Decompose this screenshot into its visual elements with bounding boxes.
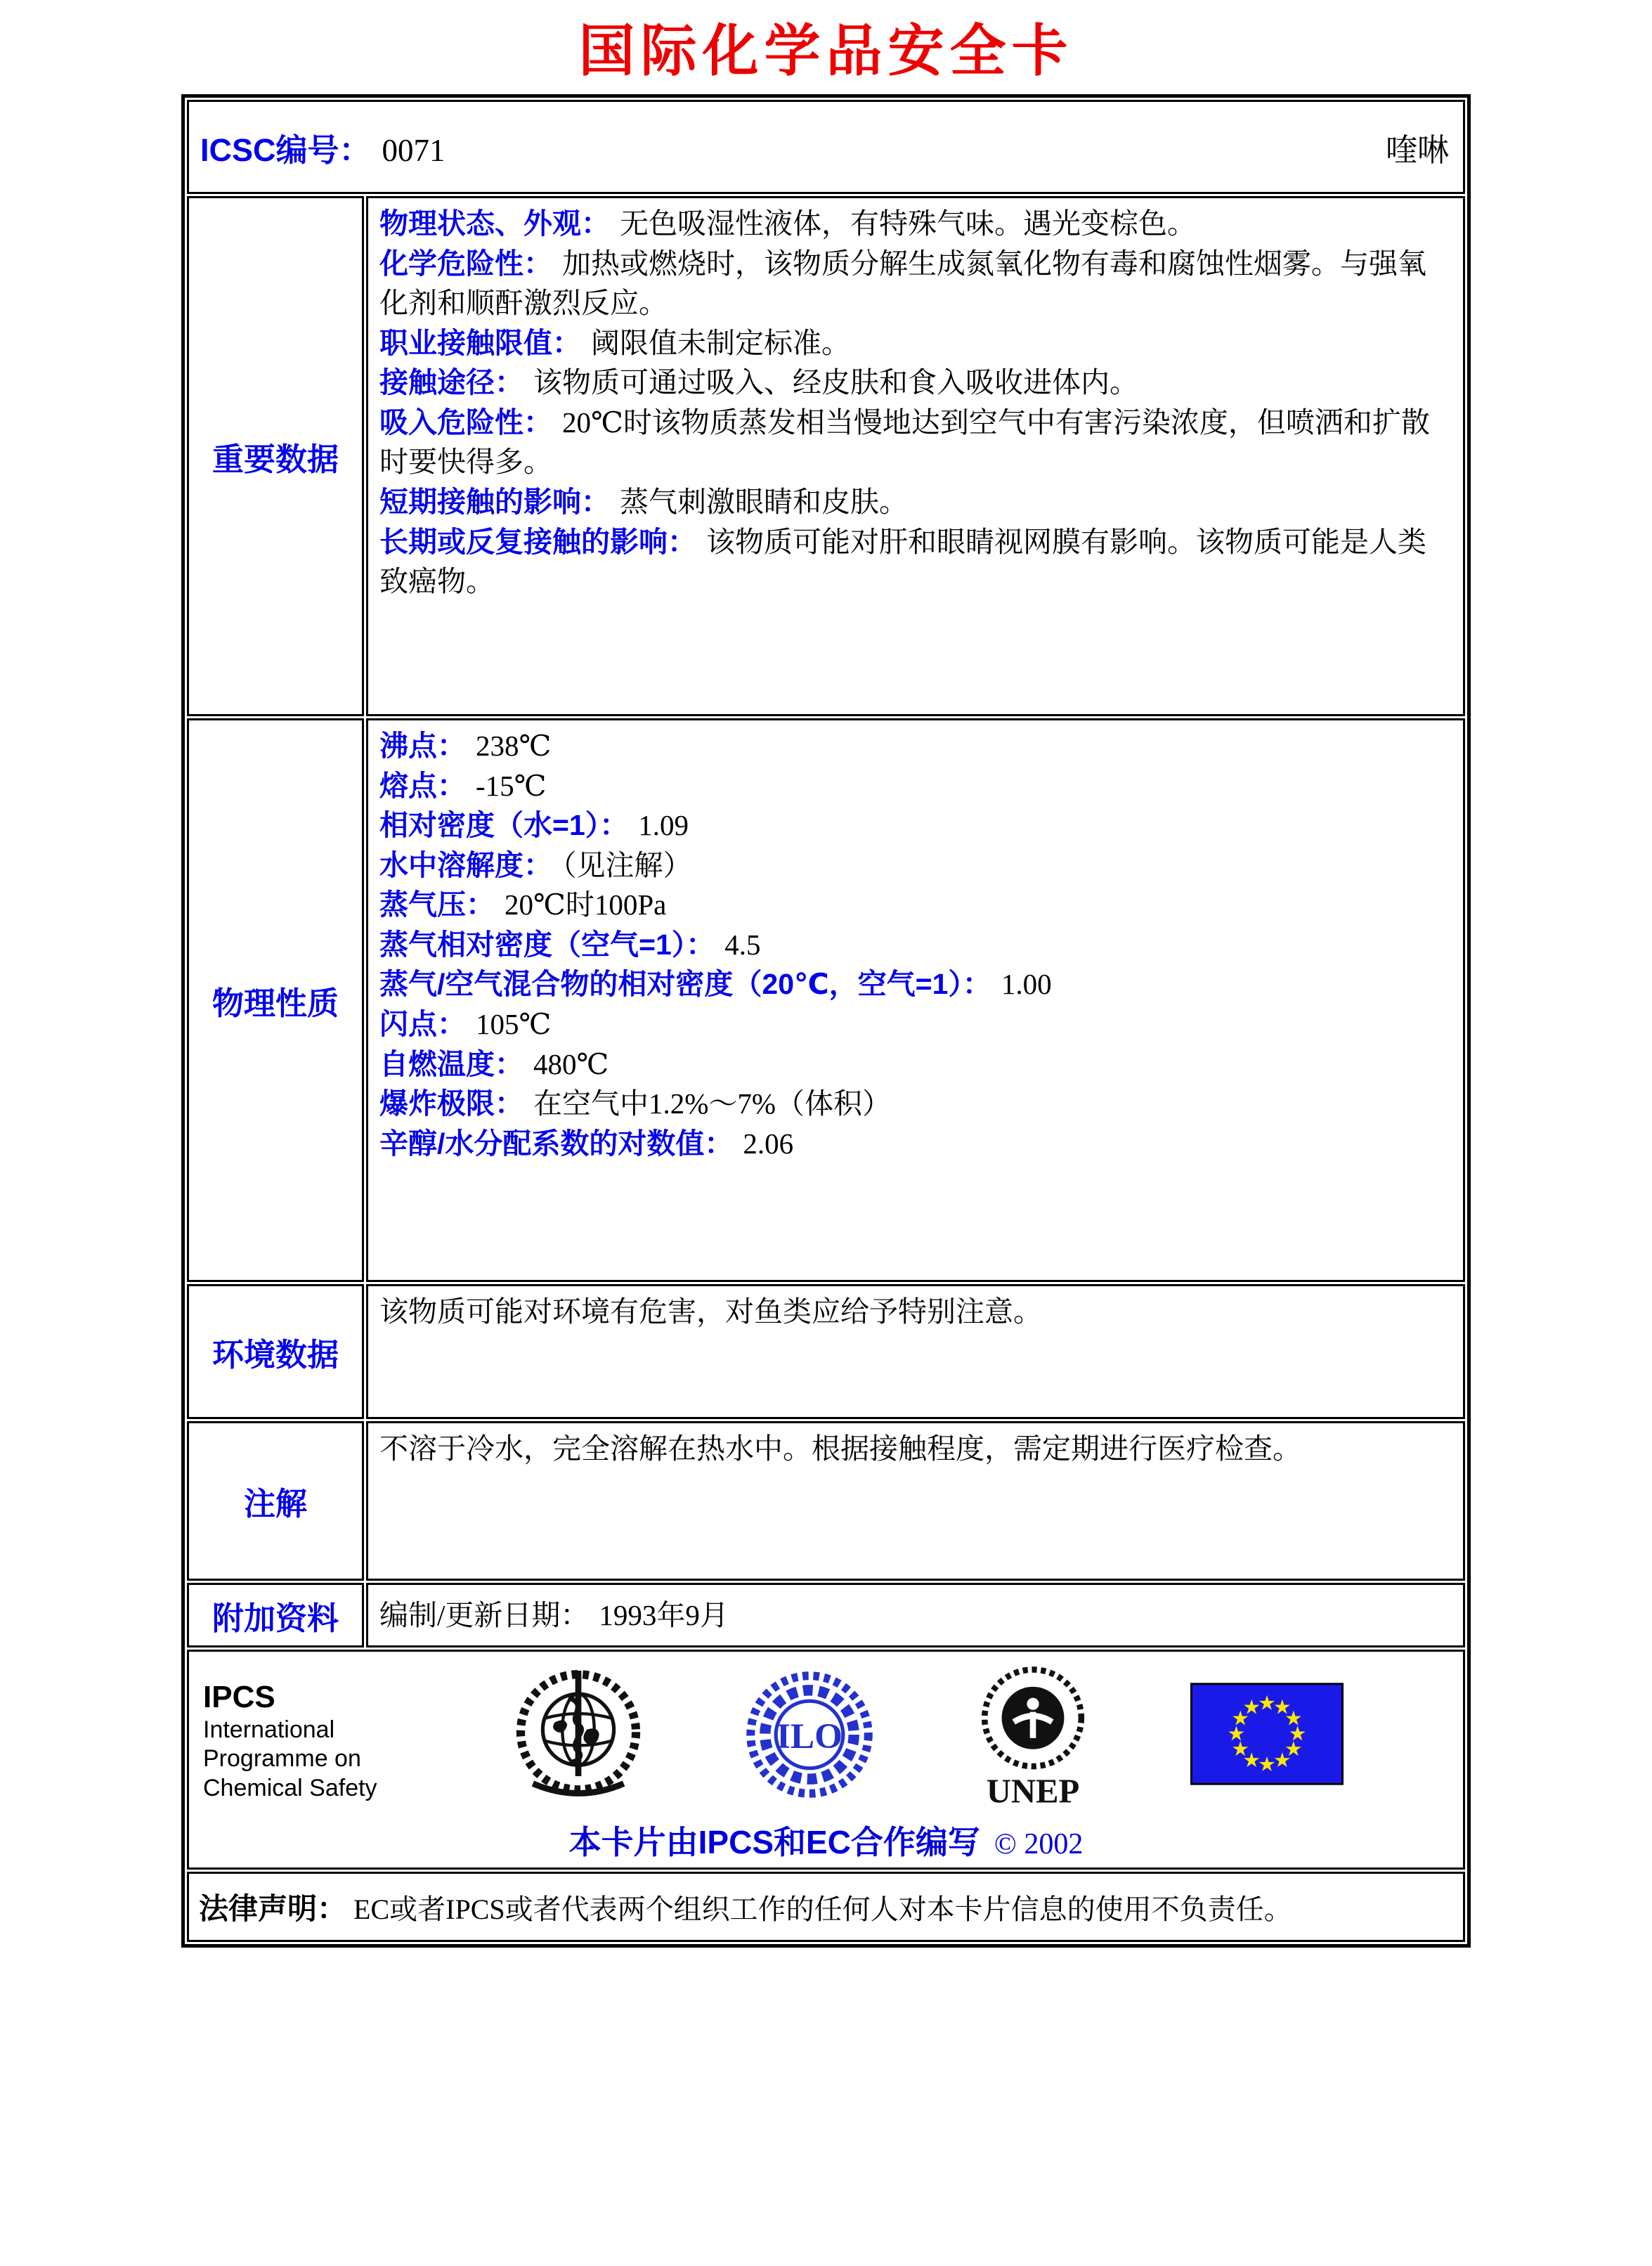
field-value: 在空气中1.2%～7%（体积） [533,1087,892,1120]
field-label: 物理状态、外观： [379,207,610,240]
field-label: 相对密度（水=1）： [379,809,629,842]
important-item-physical-state [379,204,1452,244]
logos-row [187,1650,1465,1870]
header-row [187,100,1465,194]
field-label: 蒸气相对密度（空气=1）： [379,928,715,961]
environmental-data-row [187,1284,1465,1419]
field-label: 蒸气/空气混合物的相对密度（20℃，空气=1）： [379,968,991,1001]
field-value: 1.09 [638,809,689,842]
legal-row [187,1872,1465,1942]
field-value: 480℃ [533,1047,609,1080]
field-label: 水中溶解度： [379,848,552,881]
field-value: 2.06 [743,1127,794,1160]
field-value: 该物质可能对肝和眼睛视网膜有影响。该物质可能是人类致癌物。 [379,525,1426,598]
physical-item-octanol-water-partition [379,1124,1452,1164]
physical-item-flash-point [379,1004,1452,1044]
physical-properties-label: 物理性质 [187,718,364,1282]
header-cell [187,100,1465,194]
field-label: 沸点： [379,730,466,762]
important-item-short-term-effects [379,482,1452,522]
physical-item-water-solubility [379,846,1452,886]
icsc-card-table [181,94,1471,1948]
field-value: 4.5 [724,928,761,961]
ipcs-line-3: Chemical Safety [203,1774,377,1801]
field-label: 闪点： [379,1008,466,1041]
icsc-number-label: ICSC编号： [200,131,371,168]
logos-cell [187,1650,1465,1870]
update-date-label: 编制/更新日期： [379,1598,590,1631]
important-data-label: 重要数据 [187,196,364,716]
important-item-long-term-effects [379,522,1452,602]
field-label: 辛醇/水分配系数的对数值： [379,1127,734,1160]
important-data-row [187,196,1465,716]
cooperation-caption-text: 本卡片由IPCS和EC合作编写 [568,1824,980,1860]
field-label: 职业接触限值： [379,326,581,359]
field-value: （见注解） [562,848,692,881]
field-label: 爆炸极限： [379,1087,523,1120]
ipcs-line-2: Programme on [203,1745,361,1773]
field-label: 自燃温度： [379,1047,523,1080]
field-value: 1.00 [1001,968,1052,1001]
field-value: 无色吸湿性液体，有特殊气味。遇光变棕色。 [620,207,1196,240]
update-date-value: 1993年9月 [599,1598,729,1631]
field-value: 加热或燃烧时，该物质分解生成氮氧化物有毒和腐蚀性烟雾。与强氧化剂和顺酐激烈反应。 [379,247,1426,320]
important-item-inhalation-risk [379,403,1452,482]
physical-item-boiling-point [379,726,1452,766]
important-data-content [366,196,1465,716]
field-value: 20℃时100Pa [505,888,667,921]
field-value: -15℃ [476,769,547,802]
physical-item-vapor-air-mixture-density [379,964,1452,1004]
unep-logo-icon [973,1662,1093,1813]
environmental-data-content [366,1284,1465,1419]
legal-cell [187,1872,1465,1942]
field-label: 短期接触的影响： [379,486,610,519]
physical-item-autoignition-temperature [379,1044,1452,1085]
legal-notice-text: EC或者IPCS或者代表两个组织工作的任何人对本卡片信息的使用不负责任。 [353,1893,1292,1925]
environmental-data-label: 环境数据 [187,1284,364,1419]
field-value: 该物质可通过吸入、经皮肤和食入吸收进体内。 [533,366,1138,399]
page-title: 国际化学品安全卡 [578,18,1074,84]
physical-item-vapor-density [379,925,1452,965]
physical-item-relative-density [379,805,1452,846]
ilo-logo-icon [743,1669,876,1801]
ipcs-text-block [203,1680,414,1803]
physical-properties-row [187,718,1465,1282]
additional-info-content [366,1583,1465,1647]
field-label: 化学危险性： [379,247,552,280]
field-label: 蒸气压： [379,888,495,921]
icsc-number-value: 0071 [382,132,445,168]
physical-item-explosive-limits [379,1084,1452,1124]
icsc-number-group [200,124,445,170]
legal-notice-label: 法律声明： [199,1892,347,1925]
important-item-chemical-danger [379,244,1452,323]
copyright-year: © 2002 [994,1828,1084,1860]
environmental-data-text: 该物质可能对环境有危害，对鱼类应给予特别注意。 [379,1295,1042,1328]
important-item-exposure-routes [379,363,1452,403]
unep-logo-text: UNEP [986,1772,1080,1811]
notes-row [187,1421,1465,1581]
physical-item-vapor-pressure [379,885,1452,925]
field-label: 接触途径： [379,366,523,399]
ipcs-acronym: IPCS [203,1680,275,1714]
notes-label: 注解 [187,1421,364,1581]
substance-name: 喹啉 [1385,132,1449,168]
physical-properties-content [366,718,1465,1282]
field-value: 238℃ [476,730,552,762]
field-value: 20℃时该物质蒸发相当慢地达到空气中有害污染浓度，但喷洒和扩散时要快得多。 [379,406,1430,479]
field-label: 吸入危险性： [379,406,552,439]
ilo-logo-text: ILO [776,1716,843,1756]
field-value: 蒸气刺激眼睛和皮肤。 [620,486,908,519]
important-item-occupational-limit [379,323,1452,363]
notes-content [366,1421,1465,1581]
field-label: 长期或反复接触的影响： [379,525,696,558]
cooperation-caption [196,1817,1456,1863]
field-label: 熔点： [379,769,466,802]
notes-text: 不溶于冷水，完全溶解在热水中。根据接触程度，需定期进行医疗检查。 [379,1432,1301,1465]
physical-item-melting-point [379,766,1452,806]
who-logo-icon [511,1666,646,1801]
additional-info-label: 附加资料 [187,1583,364,1647]
ipcs-line-1: International [203,1716,335,1743]
field-value: 阈限值未制定标准。 [591,326,850,359]
eu-flag-icon [1190,1683,1344,1785]
additional-info-row [187,1583,1465,1647]
field-value: 105℃ [476,1008,552,1041]
